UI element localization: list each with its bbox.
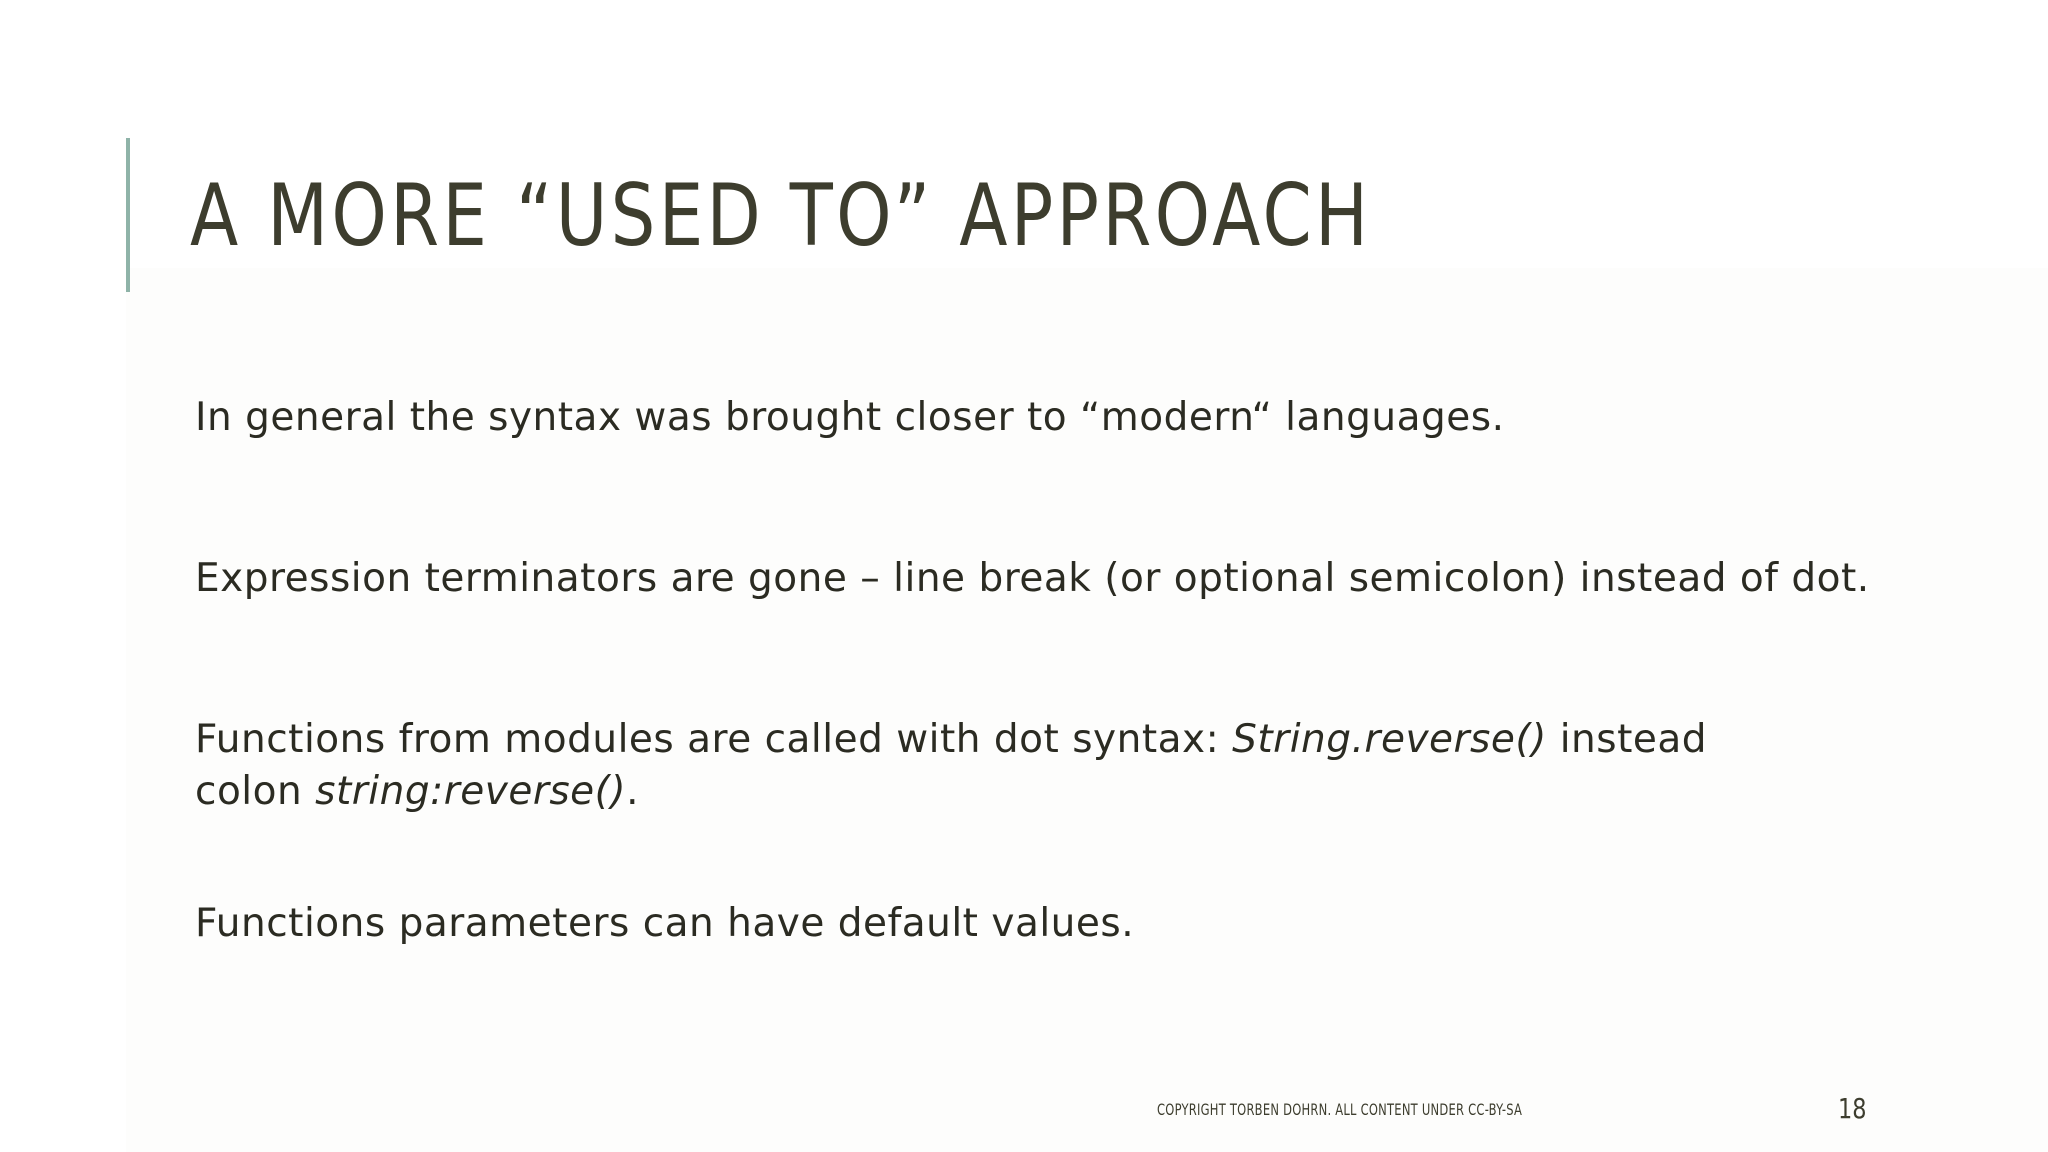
- paragraph-3-text-b: instead colon: [195, 717, 1708, 814]
- code-string-reverse-dot: String.reverse(): [1232, 717, 1547, 762]
- copyright-footer: COPYRIGHT TORBEN DOHRN. ALL CONTENT UNDER CC-BY-SA: [1157, 1100, 1523, 1119]
- paragraph-3-text-c: .: [626, 769, 640, 814]
- code-string-reverse-colon: string:reverse(): [315, 769, 627, 814]
- page-number: 18: [1838, 1092, 1867, 1125]
- bullet-paragraph-4: Functions parameters can have default values.: [195, 901, 1135, 946]
- bullet-paragraph-2: Expression terminators are gone – line break (or optional semicolon) instead of dot.: [195, 556, 1870, 601]
- title-accent-bar: [126, 138, 130, 292]
- bullet-paragraph-3: [195, 714, 1795, 818]
- paragraph-3-text-a: Functions from modules are called with dot syntax:: [195, 717, 1233, 762]
- bullet-paragraph-1: In general the syntax was brought closer to “modern“ languages.: [195, 395, 1505, 440]
- slide-title: A MORE “USED TO” APPROACH: [190, 166, 1372, 266]
